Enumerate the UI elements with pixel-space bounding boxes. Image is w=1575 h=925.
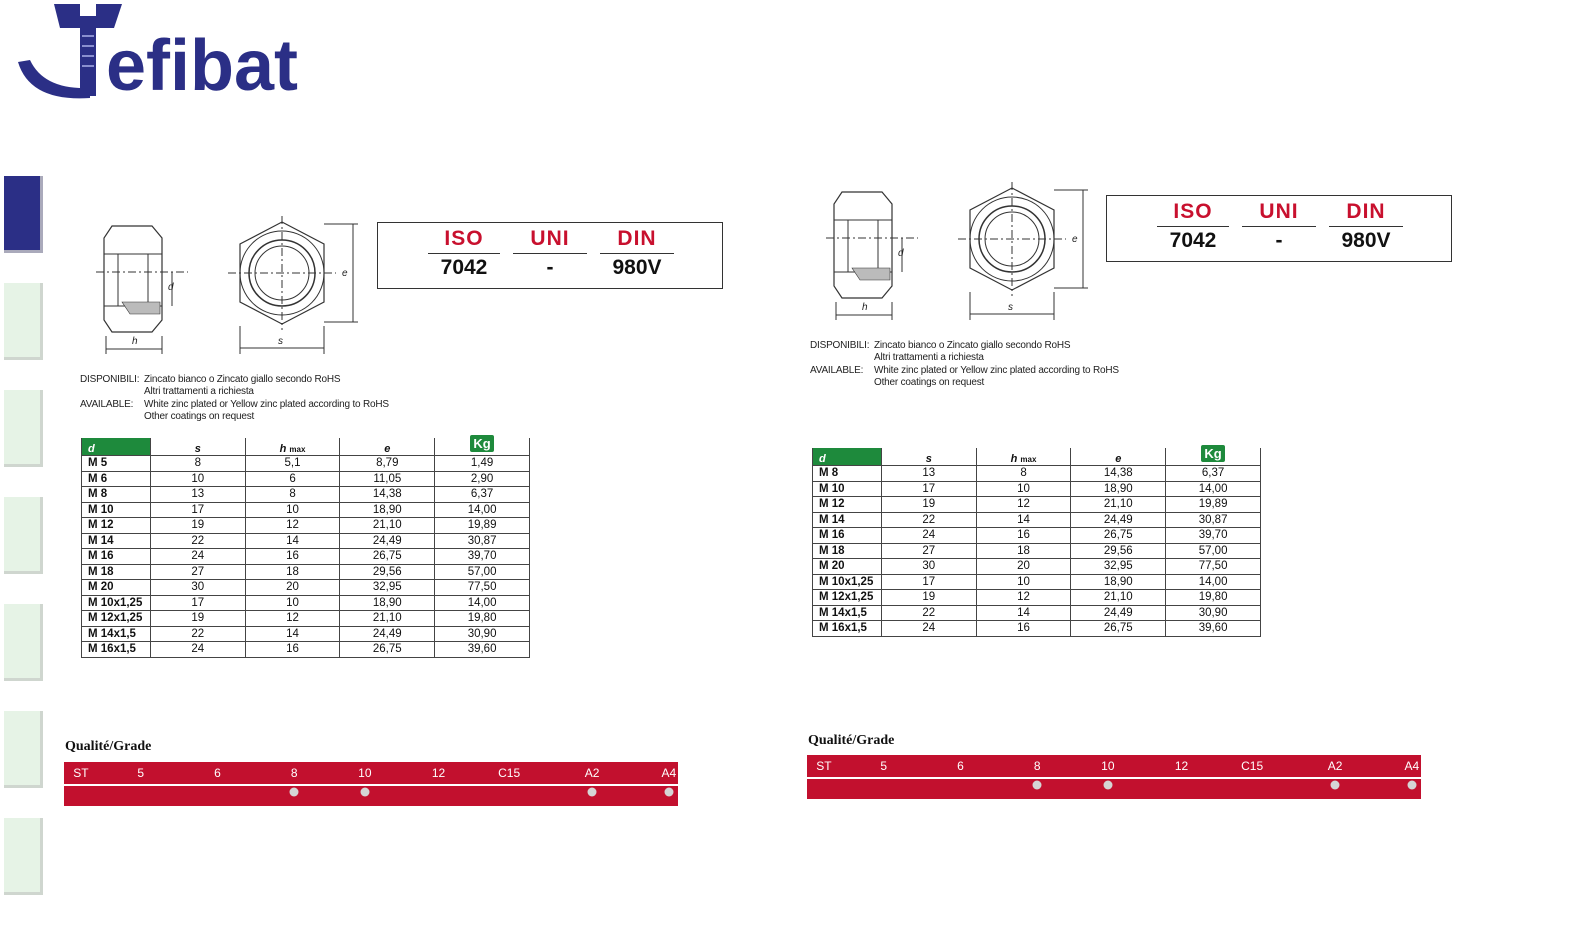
sidebar-tab-7[interactable]	[4, 818, 43, 895]
table-row	[82, 549, 530, 565]
cell-s: 17	[881, 481, 976, 497]
cell-e: 21,10	[1071, 497, 1166, 513]
availability-note	[80, 374, 400, 424]
header-h-sub: max	[1020, 455, 1037, 464]
drawing-label-h: h	[862, 302, 868, 313]
cell-s: 30	[881, 559, 976, 575]
cell-diameter: M 12x1,25	[813, 590, 882, 606]
grade-available-dot	[1103, 781, 1112, 790]
drawing-label-s: s	[278, 336, 283, 347]
header-weight	[435, 438, 530, 456]
cell-e: 29,56	[1071, 543, 1166, 559]
cell-e: 21,10	[1071, 590, 1166, 606]
cell-h-max: 12	[976, 497, 1071, 513]
cell-h-max: 10	[245, 595, 340, 611]
header-e: e	[340, 438, 435, 456]
cell-weight: 14,00	[435, 502, 530, 518]
cell-s: 30	[150, 580, 245, 596]
drawing-label-s: s	[1008, 302, 1013, 313]
grade-title: Qualité/Grade	[65, 739, 152, 754]
cell-s: 22	[150, 626, 245, 642]
nut-side-drawing	[92, 218, 202, 358]
cell-diameter: M 20	[813, 559, 882, 575]
cell-h-max: 16	[245, 549, 340, 565]
cell-s: 22	[881, 605, 976, 621]
cell-h-max: 10	[976, 481, 1071, 497]
cell-weight: 14,00	[1166, 574, 1261, 590]
availability-label-it: DISPONIBILI:	[80, 374, 140, 385]
header-s: s	[881, 448, 976, 466]
header-weight	[1166, 448, 1261, 466]
grade-bar	[64, 762, 678, 806]
grade-label: 8	[1033, 759, 1041, 773]
cell-weight: 6,37	[1166, 466, 1261, 482]
availability-text-en-2: Other coatings on request	[144, 411, 255, 422]
standard-name: DIN	[600, 227, 674, 254]
availability-text-it-2: Altri trattamenti a richiesta	[144, 386, 254, 397]
cell-diameter: M 8	[813, 466, 882, 482]
table-header-row	[82, 438, 530, 456]
cell-diameter: M 16	[82, 549, 151, 565]
header-h-max	[976, 448, 1071, 466]
grade-available-dot	[588, 788, 597, 797]
cell-h-max: 16	[245, 642, 340, 658]
cell-weight: 57,00	[435, 564, 530, 580]
cell-diameter: M 10	[82, 502, 151, 518]
table-row	[82, 471, 530, 487]
cell-e: 14,38	[1071, 466, 1166, 482]
table-row	[813, 621, 1261, 637]
cell-e: 24,49	[340, 533, 435, 549]
table-row	[82, 533, 530, 549]
grade-label: ST	[816, 759, 832, 773]
sidebar-tab-2[interactable]	[4, 283, 43, 360]
table-row	[82, 487, 530, 503]
cell-diameter: M 16x1,5	[813, 621, 882, 637]
kg-icon: Kg	[470, 435, 493, 452]
cell-weight: 1,49	[435, 456, 530, 472]
table-header-row	[813, 448, 1261, 466]
cell-weight: 14,00	[435, 595, 530, 611]
drawing-label-d: d	[898, 248, 904, 259]
cell-e: 32,95	[1071, 559, 1166, 575]
header-s: s	[150, 438, 245, 456]
grade-label: 6	[214, 766, 221, 780]
cell-weight: 30,87	[435, 533, 530, 549]
efibat-logo	[10, 0, 340, 105]
cell-h-max: 12	[976, 590, 1071, 606]
cell-diameter: M 12	[82, 518, 151, 534]
cell-weight: 39,60	[1166, 621, 1261, 637]
grade-label: ST	[73, 766, 89, 780]
cell-h-max: 10	[976, 574, 1071, 590]
cell-diameter: M 14x1,5	[813, 605, 882, 621]
standard-uni	[513, 227, 587, 280]
cell-diameter: M 16x1,5	[82, 642, 151, 658]
grade-available-dot	[1033, 781, 1042, 790]
grade-label: C15	[1241, 759, 1264, 773]
standard-value: -	[1275, 229, 1283, 252]
cell-h-max: 8	[976, 466, 1071, 482]
table-row	[813, 497, 1261, 513]
cell-h-max: 8	[245, 487, 340, 503]
cell-diameter: M 10x1,25	[82, 595, 151, 611]
cell-h-max: 16	[976, 528, 1071, 544]
cell-s: 24	[150, 642, 245, 658]
grade-label: A2	[584, 766, 600, 780]
table-row	[813, 605, 1261, 621]
availability-note	[810, 340, 1130, 390]
cell-e: 26,75	[1071, 528, 1166, 544]
sidebar-tab-3[interactable]	[4, 390, 43, 467]
table-row	[82, 564, 530, 580]
cell-s: 13	[150, 487, 245, 503]
cell-diameter: M 14x1,5	[82, 626, 151, 642]
cell-e: 21,10	[340, 518, 435, 534]
cell-h-max: 12	[245, 518, 340, 534]
grade-available-dot	[1331, 781, 1340, 790]
cell-s: 22	[150, 533, 245, 549]
cell-weight: 57,00	[1166, 543, 1261, 559]
cell-e: 18,90	[340, 595, 435, 611]
cell-s: 27	[150, 564, 245, 580]
table-row	[82, 595, 530, 611]
standard-value: -	[546, 256, 554, 279]
table-row	[82, 518, 530, 534]
cell-e: 32,95	[340, 580, 435, 596]
cell-e: 24,49	[1071, 605, 1166, 621]
cell-diameter: M 10	[813, 481, 882, 497]
availability-text-en-1: White zinc plated or Yellow zinc plated according to RoHS	[874, 365, 1119, 376]
header-h: h	[1010, 453, 1018, 465]
grade-title: Qualité/Grade	[808, 733, 895, 748]
cell-h-max: 6	[245, 471, 340, 487]
cell-e: 18,90	[1071, 481, 1166, 497]
header-d: d	[813, 448, 882, 466]
kg-icon: Kg	[1201, 445, 1224, 462]
cell-diameter: M 18	[813, 543, 882, 559]
table-row	[82, 456, 530, 472]
table-row	[813, 481, 1261, 497]
table-row	[813, 543, 1261, 559]
standard-value: 7042	[1169, 229, 1217, 252]
header-h-sub: max	[289, 445, 306, 454]
cell-weight: 2,90	[435, 471, 530, 487]
table-row	[813, 512, 1261, 528]
cell-weight: 19,80	[1166, 590, 1261, 606]
grade-label: 5	[880, 759, 888, 773]
cell-e: 24,49	[1071, 512, 1166, 528]
grade-label: 6	[957, 759, 964, 773]
dimensions-table	[81, 438, 530, 658]
grade-available-dot	[290, 788, 299, 797]
cell-weight: 14,00	[1166, 481, 1261, 497]
cell-diameter: M 14	[813, 512, 882, 528]
standards-box	[1106, 195, 1452, 262]
cell-e: 24,49	[340, 626, 435, 642]
grade-label: 5	[137, 766, 145, 780]
grade-label: C15	[498, 766, 521, 780]
cell-diameter: M 6	[82, 471, 151, 487]
drawing-label-d: d	[168, 282, 174, 293]
sidebar-tab-6[interactable]	[4, 711, 43, 788]
cell-h-max: 14	[976, 512, 1071, 528]
grade-label: A4	[661, 766, 677, 780]
standard-din	[600, 227, 674, 280]
cell-weight: 39,70	[435, 549, 530, 565]
cell-s: 19	[150, 518, 245, 534]
cell-e: 29,56	[340, 564, 435, 580]
cell-weight: 6,37	[435, 487, 530, 503]
header-h: h	[279, 443, 287, 455]
standard-name: ISO	[1157, 200, 1229, 227]
header-e: e	[1071, 448, 1166, 466]
nut-top-drawing	[222, 216, 362, 358]
cell-s: 24	[881, 528, 976, 544]
cell-diameter: M 10x1,25	[813, 574, 882, 590]
cell-s: 17	[150, 595, 245, 611]
cell-weight: 19,80	[435, 611, 530, 627]
cell-s: 13	[881, 466, 976, 482]
standard-din	[1329, 200, 1403, 253]
standard-name: UNI	[1242, 200, 1316, 227]
grade-label: A4	[1404, 759, 1420, 773]
availability-text-it-2: Altri trattamenti a richiesta	[874, 352, 984, 363]
availability-text-it-1: Zincato bianco o Zincato giallo secondo RoHS	[874, 340, 1071, 351]
cell-h-max: 18	[976, 543, 1071, 559]
standard-name: DIN	[1329, 200, 1403, 227]
sidebar-tab-4[interactable]	[4, 497, 43, 574]
drawing-label-e: e	[1072, 234, 1078, 245]
cell-e: 18,90	[1071, 574, 1166, 590]
availability-text-en-2: Other coatings on request	[874, 377, 985, 388]
cell-e: 18,90	[340, 502, 435, 518]
cell-e: 8,79	[340, 456, 435, 472]
standard-iso	[1157, 200, 1229, 253]
cell-diameter: M 8	[82, 487, 151, 503]
table-row	[813, 559, 1261, 575]
availability-text-it-1: Zincato bianco o Zincato giallo secondo RoHS	[144, 374, 341, 385]
standard-value: 980V	[1341, 229, 1391, 252]
cell-weight: 30,90	[435, 626, 530, 642]
cell-diameter: M 18	[82, 564, 151, 580]
cell-h-max: 14	[245, 626, 340, 642]
table-row	[813, 574, 1261, 590]
standard-name: ISO	[428, 227, 500, 254]
cell-s: 22	[881, 512, 976, 528]
grade-available-dot	[360, 788, 369, 797]
cell-s: 27	[881, 543, 976, 559]
cell-s: 19	[881, 497, 976, 513]
cell-weight: 39,60	[435, 642, 530, 658]
cell-weight: 30,87	[1166, 512, 1261, 528]
cell-h-max: 18	[245, 564, 340, 580]
cell-s: 19	[881, 590, 976, 606]
cell-e: 26,75	[340, 642, 435, 658]
cell-diameter: M 12x1,25	[82, 611, 151, 627]
cell-h-max: 12	[245, 611, 340, 627]
cell-e: 14,38	[340, 487, 435, 503]
cell-weight: 77,50	[435, 580, 530, 596]
cell-e: 26,75	[1071, 621, 1166, 637]
standards-box	[377, 222, 723, 289]
table-row	[82, 611, 530, 627]
cell-e: 11,05	[340, 471, 435, 487]
cell-s: 17	[881, 574, 976, 590]
cell-s: 8	[150, 456, 245, 472]
grade-label: 12	[431, 766, 446, 780]
cell-weight: 30,90	[1166, 605, 1261, 621]
cell-s: 24	[150, 549, 245, 565]
cell-diameter: M 12	[813, 497, 882, 513]
cell-h-max: 10	[245, 502, 340, 518]
standard-iso	[428, 227, 500, 280]
cell-weight: 19,89	[435, 518, 530, 534]
availability-text-en-1: White zinc plated or Yellow zinc plated according to RoHS	[144, 399, 389, 410]
header-d: d	[82, 438, 151, 456]
cell-diameter: M 14	[82, 533, 151, 549]
sidebar-tabs	[4, 176, 48, 925]
cell-e: 21,10	[340, 611, 435, 627]
availability-label-en: AVAILABLE:	[80, 399, 134, 410]
table-row	[82, 626, 530, 642]
drawing-label-e: e	[342, 268, 348, 279]
availability-label-en: AVAILABLE:	[810, 365, 864, 376]
nut-side-drawing	[822, 184, 932, 324]
grade-bar	[807, 755, 1421, 799]
sidebar-tab-1[interactable]	[4, 176, 43, 253]
cell-h-max: 16	[976, 621, 1071, 637]
sidebar-tab-5[interactable]	[4, 604, 43, 681]
logo-text: efibat	[106, 26, 299, 105]
grade-available-dot	[1407, 781, 1416, 790]
standard-value: 7042	[440, 256, 488, 279]
cell-s: 10	[150, 471, 245, 487]
cell-s: 17	[150, 502, 245, 518]
standard-uni	[1242, 200, 1316, 253]
cell-h-max: 14	[245, 533, 340, 549]
cell-weight: 19,89	[1166, 497, 1261, 513]
grade-label: A2	[1327, 759, 1343, 773]
cell-h-max: 14	[976, 605, 1071, 621]
grade-label: 10	[358, 766, 372, 780]
table-row	[813, 528, 1261, 544]
nut-top-drawing	[952, 182, 1092, 324]
grade-label: 10	[1101, 759, 1115, 773]
table-row	[82, 642, 530, 658]
header-h-max	[245, 438, 340, 456]
cell-h-max: 20	[976, 559, 1071, 575]
dimensions-table	[812, 448, 1261, 637]
grade-label: 8	[290, 766, 298, 780]
cell-h-max: 20	[245, 580, 340, 596]
cell-s: 24	[881, 621, 976, 637]
grade-available-dot	[664, 788, 673, 797]
cell-s: 19	[150, 611, 245, 627]
cell-diameter: M 20	[82, 580, 151, 596]
table-row	[813, 590, 1261, 606]
table-row	[82, 580, 530, 596]
cell-diameter: M 16	[813, 528, 882, 544]
cell-weight: 39,70	[1166, 528, 1261, 544]
cell-diameter: M 5	[82, 456, 151, 472]
cell-h-max: 5,1	[245, 456, 340, 472]
availability-label-it: DISPONIBILI:	[810, 340, 870, 351]
standard-value: 980V	[612, 256, 662, 279]
drawing-label-h: h	[132, 336, 138, 347]
grade-label: 12	[1174, 759, 1189, 773]
table-row	[82, 502, 530, 518]
table-row	[813, 466, 1261, 482]
standard-name: UNI	[513, 227, 587, 254]
cell-e: 26,75	[340, 549, 435, 565]
cell-weight: 77,50	[1166, 559, 1261, 575]
